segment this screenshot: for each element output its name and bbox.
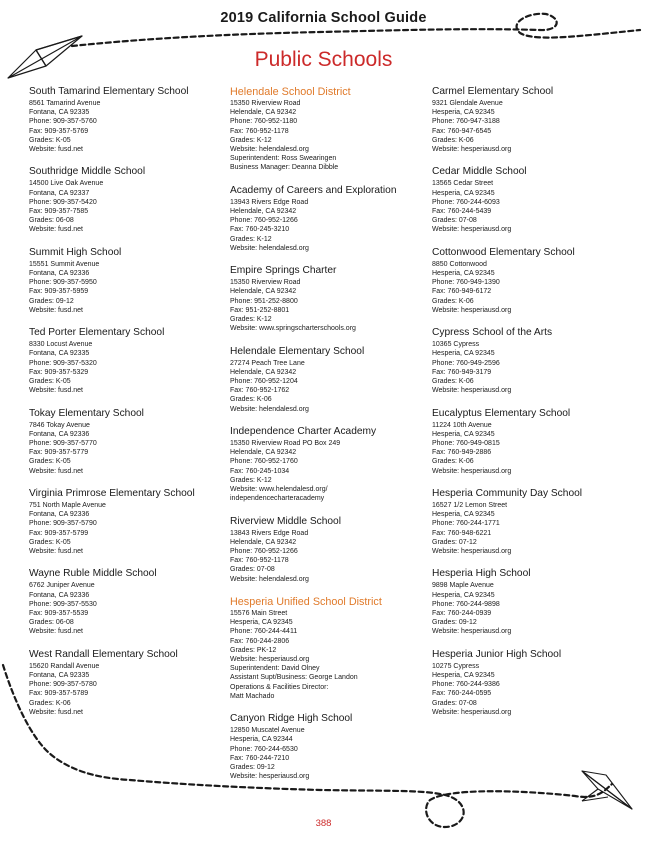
school-detail-line: Grades: 06-08: [29, 217, 74, 225]
school-detail-line: Website: hesperiausd.org: [230, 656, 310, 664]
school-detail-line: 6762 Juniper Avenue: [29, 582, 95, 590]
school-detail-line: Grades: 09-12: [432, 619, 477, 627]
school-detail-line: Hesperia, CA 92345: [432, 270, 495, 278]
school-name: Carmel Elementary School: [432, 86, 554, 97]
school-detail-line: Grades: K-12: [230, 316, 272, 324]
school-detail-line: Website: hesperiausd.org: [230, 773, 310, 781]
page-title: 2019 California School Guide: [220, 10, 427, 26]
school-detail-line: Grades: K-06: [29, 699, 71, 707]
school-name: Southridge Middle School: [29, 166, 146, 178]
school-detail-line: Phone: 760-949-0815: [432, 440, 500, 448]
school-detail-line: Phone: 909-357-5770: [29, 440, 97, 448]
school-entry: [230, 265, 425, 333]
school-detail-line: 13943 Rivers Edge Road: [230, 198, 309, 206]
school-detail-line: Hesperia, CA 92345: [432, 672, 495, 680]
school-detail-line: Fontana, CA 92335: [29, 109, 90, 117]
school-detail-line: 10365 Cypress: [432, 341, 480, 349]
school-detail-line: Fontana, CA 92337: [29, 189, 90, 197]
school-detail-line: Phone: 760-952-1266: [230, 217, 298, 225]
school-detail-line: Fontana, CA 92336: [29, 430, 90, 438]
school-detail-line: Website: fusd.net: [29, 226, 83, 234]
school-entry: [432, 86, 627, 154]
school-name: Hesperia Junior High School: [432, 648, 562, 660]
school-detail-line: Phone: 760-949-1390: [432, 279, 500, 287]
school-column-3: [432, 86, 627, 729]
school-name: Hesperia High School: [432, 568, 531, 580]
school-column-2: [230, 86, 425, 794]
school-detail-line: Grades: 07-08: [230, 566, 275, 574]
school-detail-line: Grades: K-06: [432, 378, 474, 386]
school-detail-line: Website: fusd.net: [29, 146, 83, 154]
school-detail-line: Helendale, CA 92342: [230, 368, 297, 376]
school-detail-line: Website: helendalesd.org: [230, 405, 309, 413]
school-detail-line: 16527 1/2 Lemon Street: [432, 502, 508, 510]
school-entry: [432, 247, 627, 315]
school-detail-line: Website: fusd.net: [29, 628, 83, 636]
school-detail-line: Website: hesperiausd.org: [432, 467, 512, 475]
school-detail-line: 9898 Maple Avenue: [432, 582, 494, 590]
school-detail-line: Fax: 760-244-0939: [432, 610, 492, 618]
school-detail-line: Hesperia, CA 92345: [432, 430, 495, 438]
school-entry: [432, 408, 627, 476]
school-name: Ted Porter Elementary School: [29, 327, 165, 339]
school-detail-line: Phone: 760-949-2596: [432, 359, 500, 367]
school-detail-line: Fax: 760-245-3210: [230, 226, 290, 234]
school-entry: [29, 568, 224, 636]
school-detail-line: Website: helendalesd.org: [230, 575, 309, 583]
page-number: 388: [315, 818, 332, 829]
school-detail-line: Helendale, CA 92342: [230, 288, 297, 296]
school-detail-line: Fax: 951-252-8801: [230, 306, 290, 314]
school-detail-line: Fontana, CA 92335: [29, 350, 90, 358]
school-detail-line: Fax: 760-952-1762: [230, 387, 290, 395]
school-detail-line: Fax: 760-947-6545: [432, 127, 492, 135]
school-detail-line: 7846 Tokay Avenue: [29, 421, 90, 429]
school-detail-line: Website: fusd.net: [29, 467, 83, 475]
school-detail-line: Phone: 760-244-6530: [230, 745, 298, 753]
school-detail-line: Phone: 760-244-6093: [432, 198, 500, 206]
school-detail-line: Helendale, CA 92342: [230, 449, 297, 457]
school-detail-line: 751 North Maple Avenue: [29, 502, 106, 510]
school-entry: [432, 568, 627, 636]
school-detail-line: Phone: 909-357-5780: [29, 681, 97, 689]
school-detail-line: Fax: 909-357-5779: [29, 449, 89, 457]
school-entry: [230, 426, 425, 503]
school-detail-line: Website: hesperiausd.org: [432, 708, 512, 716]
school-entry: [29, 166, 224, 234]
school-detail-line: 11224 10th Avenue: [432, 421, 492, 429]
school-detail-line: Hesperia, CA 92345: [432, 511, 495, 519]
school-detail-line: Phone: 909-357-5320: [29, 359, 97, 367]
school-detail-line: Superintendent: David Olney: [230, 665, 320, 673]
school-detail-line: 8850 Cottonwood: [432, 260, 487, 268]
school-detail-line: Phone: 909-357-5420: [29, 198, 97, 206]
school-detail-line: Fax: 909-357-5799: [29, 529, 89, 537]
school-entry: [29, 247, 224, 315]
school-detail-line: 15350 Riverview Road: [230, 279, 301, 287]
school-detail-line: Fax: 909-357-5959: [29, 288, 89, 296]
school-detail-line: Grades: 06-08: [29, 619, 74, 627]
school-detail-line: Hesperia, CA 92345: [432, 109, 495, 117]
school-column-1: [29, 86, 224, 729]
school-name: Riverview Middle School: [230, 515, 341, 527]
school-detail-line: Hesperia, CA 92345: [432, 591, 495, 599]
school-detail-line: Website: helendalesd.org: [230, 146, 309, 154]
school-detail-line: Phone: 760-244-9898: [432, 600, 500, 608]
school-name: Eucalyptus Elementary School: [432, 407, 571, 419]
school-detail-line: Grades: 07-12: [432, 538, 477, 546]
school-detail-line: Fax: 909-357-5769: [29, 127, 89, 135]
school-detail-line: Grades: 07-08: [432, 699, 477, 707]
school-detail-line: Fax: 760-244-0595: [432, 690, 492, 698]
school-name: Independence Charter Academy: [230, 426, 377, 438]
school-detail-line: Helendale, CA 92342: [230, 538, 297, 546]
school-detail-line: Fontana, CA 92336: [29, 270, 90, 278]
school-detail-line: Grades: K-05: [29, 538, 71, 546]
school-detail-line: Phone: 909-357-5950: [29, 279, 97, 287]
school-detail-line: Operations & Facilities Director:: [230, 683, 329, 691]
school-detail-line: 15350 Riverview Road PO Box 249: [230, 440, 341, 448]
school-detail-line: Fontana, CA 92336: [29, 591, 90, 599]
section-title: Public Schools: [254, 48, 393, 71]
school-detail-line: Website: fusd.net: [29, 548, 83, 556]
school-detail-line: Fax: 760-949-3179: [432, 368, 492, 376]
school-entry: [432, 649, 627, 717]
school-entry: [29, 86, 224, 154]
school-detail-line: Phone: 909-357-5790: [29, 520, 97, 528]
school-detail-line: 13565 Cedar Street: [432, 180, 494, 188]
school-name: Cedar Middle School: [432, 166, 527, 178]
school-entry: [29, 327, 224, 395]
school-entry: [432, 488, 627, 556]
school-entry: [29, 408, 224, 476]
school-detail-line: 14500 Live Oak Avenue: [29, 180, 104, 188]
school-detail-line: 13843 Rivers Edge Road: [230, 529, 309, 537]
school-detail-line: Grades: K-06: [432, 136, 474, 144]
school-detail-line: Phone: 760-952-1760: [230, 458, 298, 466]
school-detail-line: Hesperia, CA 92344: [230, 736, 293, 744]
school-detail-line: 10275 Cypress: [432, 662, 480, 670]
school-detail-line: 8561 Tamarind Avenue: [29, 100, 101, 107]
school-detail-line: Superintendent: Ross Swearingen: [230, 155, 337, 163]
school-detail-line: Grades: 07-08: [432, 217, 477, 225]
school-entry: [230, 516, 425, 584]
school-detail-line: Grades: K-06: [230, 396, 272, 404]
school-detail-line: 12850 Muscatel Avenue: [230, 727, 305, 735]
school-detail-line: independencecharteracademy: [230, 495, 325, 503]
school-detail-line: Website: hesperiausd.org: [432, 548, 512, 556]
school-detail-line: Phone: 951-252-8800: [230, 297, 298, 305]
school-detail-line: Phone: 760-952-1204: [230, 378, 298, 386]
school-detail-line: Phone: 760-952-1180: [230, 118, 298, 126]
school-entry: [432, 327, 627, 395]
school-detail-line: Website: helendalesd.org: [230, 244, 309, 252]
school-detail-line: 15350 Riverview Road: [230, 100, 301, 107]
school-entry: [230, 185, 425, 253]
school-detail-line: Business Manager: Deanna Dibble: [230, 164, 339, 172]
school-name: South Tamarind Elementary School: [29, 86, 189, 97]
district-entry: [230, 86, 425, 173]
school-detail-line: Fax: 760-245-1034: [230, 467, 290, 475]
school-detail-line: 15576 Main Street: [230, 610, 288, 618]
school-name: Cypress School of the Arts: [432, 327, 553, 339]
school-detail-line: Fax: 909-357-5789: [29, 690, 89, 698]
school-detail-line: Website: hesperiausd.org: [432, 146, 512, 154]
school-detail-line: Phone: 760-947-3188: [432, 118, 500, 126]
school-detail-line: Phone: 760-244-1771: [432, 520, 500, 528]
school-detail-line: Grades: K-12: [230, 235, 272, 243]
school-name: Tokay Elementary School: [29, 407, 144, 419]
school-detail-line: Fax: 760-244-7210: [230, 754, 290, 762]
school-detail-line: Grades: K-12: [230, 136, 272, 144]
school-detail-line: Fax: 909-357-5329: [29, 368, 89, 376]
school-detail-line: Matt Machado: [230, 692, 275, 700]
school-name: West Randall Elementary School: [29, 648, 178, 660]
school-detail-line: Fax: 760-952-1178: [230, 557, 289, 565]
school-name: Cottonwood Elementary School: [432, 246, 575, 258]
school-detail-line: Grades: K-05: [29, 458, 71, 466]
school-detail-line: 9321 Glendale Avenue: [432, 100, 503, 107]
school-detail-line: Website: hesperiausd.org: [432, 387, 512, 395]
school-detail-line: Fax: 760-952-1178: [230, 127, 289, 135]
school-detail-line: Grades: K-06: [432, 458, 474, 466]
school-entry: [432, 166, 627, 234]
school-detail-line: Phone: 760-952-1266: [230, 548, 298, 556]
paper-airplane-icon: [578, 767, 634, 811]
school-detail-line: Fax: 909-357-7585: [29, 208, 89, 216]
district-name: Helendale School District: [230, 86, 351, 98]
school-name: Helendale Elementary School: [230, 345, 365, 357]
school-name: Hesperia Community Day School: [432, 488, 583, 500]
school-detail-line: Fontana, CA 92336: [29, 511, 90, 519]
school-detail-line: Fontana, CA 92335: [29, 672, 90, 680]
school-detail-line: Helendale, CA 92342: [230, 208, 297, 216]
school-detail-line: Website: hesperiausd.org: [432, 306, 512, 314]
school-name: Summit High School: [29, 246, 122, 258]
school-detail-line: Fax: 760-244-2806: [230, 637, 290, 645]
school-detail-line: Phone: 760-244-9386: [432, 681, 500, 689]
school-detail-line: Grades: PK-12: [230, 646, 277, 654]
school-name: Canyon Ridge High School: [230, 713, 353, 725]
school-entry: [230, 346, 425, 414]
school-detail-line: 15620 Randall Avenue: [29, 662, 100, 670]
school-detail-line: Grades: 09-12: [29, 297, 74, 305]
school-name: Virginia Primrose Elementary School: [29, 488, 195, 500]
school-detail-line: Grades: K-06: [432, 297, 474, 305]
district-entry: [230, 596, 425, 701]
district-name: Hesperia Unified School District: [230, 596, 382, 609]
school-entry: [230, 713, 425, 781]
school-detail-line: Grades: K-05: [29, 136, 71, 144]
school-detail-line: Fax: 760-949-2886: [432, 449, 492, 457]
school-detail-line: Assistant Supt/Business: George Landon: [230, 674, 358, 682]
school-name: Empire Springs Charter: [230, 265, 337, 277]
school-detail-line: Website: hesperiausd.org: [432, 628, 512, 636]
school-detail-line: Phone: 760-244-4411: [230, 628, 298, 636]
school-detail-line: Grades: 09-12: [230, 764, 275, 772]
school-entry: [29, 488, 224, 556]
school-detail-line: Website: fusd.net: [29, 387, 83, 395]
school-detail-line: Website: fusd.net: [29, 306, 83, 314]
school-detail-line: Fax: 760-244-5439: [432, 208, 492, 216]
school-name: Academy of Careers and Exploration: [230, 184, 397, 196]
school-detail-line: Grades: K-05: [29, 378, 71, 386]
school-detail-line: Website: hesperiausd.org: [432, 226, 512, 234]
school-detail-line: Hesperia, CA 92345: [432, 350, 495, 358]
school-detail-line: 27274 Peach Tree Lane: [230, 359, 305, 367]
school-detail-line: Website: www.helendalesd.org/: [230, 486, 328, 494]
school-detail-line: 8330 Locust Avenue: [29, 341, 93, 349]
school-detail-line: Phone: 909-357-5530: [29, 600, 97, 608]
school-detail-line: Website: fusd.net: [29, 708, 83, 716]
school-detail-line: Fax: 909-357-5539: [29, 610, 89, 618]
school-detail-line: Grades: K-12: [230, 476, 272, 484]
school-detail-line: Website: www.springscharterschools.org: [230, 325, 356, 333]
school-entry: [29, 649, 224, 717]
school-detail-line: Hesperia, CA 92345: [432, 189, 495, 197]
school-detail-line: 15551 Summit Avenue: [29, 260, 100, 268]
school-detail-line: Hesperia, CA 92345: [230, 619, 293, 627]
school-detail-line: Fax: 760-949-6172: [432, 288, 492, 296]
school-detail-line: Phone: 909-357-5760: [29, 118, 97, 126]
school-detail-line: Fax: 760-948-6221: [432, 529, 492, 537]
school-detail-line: Helendale, CA 92342: [230, 109, 297, 117]
school-name: Wayne Ruble Middle School: [29, 568, 157, 580]
